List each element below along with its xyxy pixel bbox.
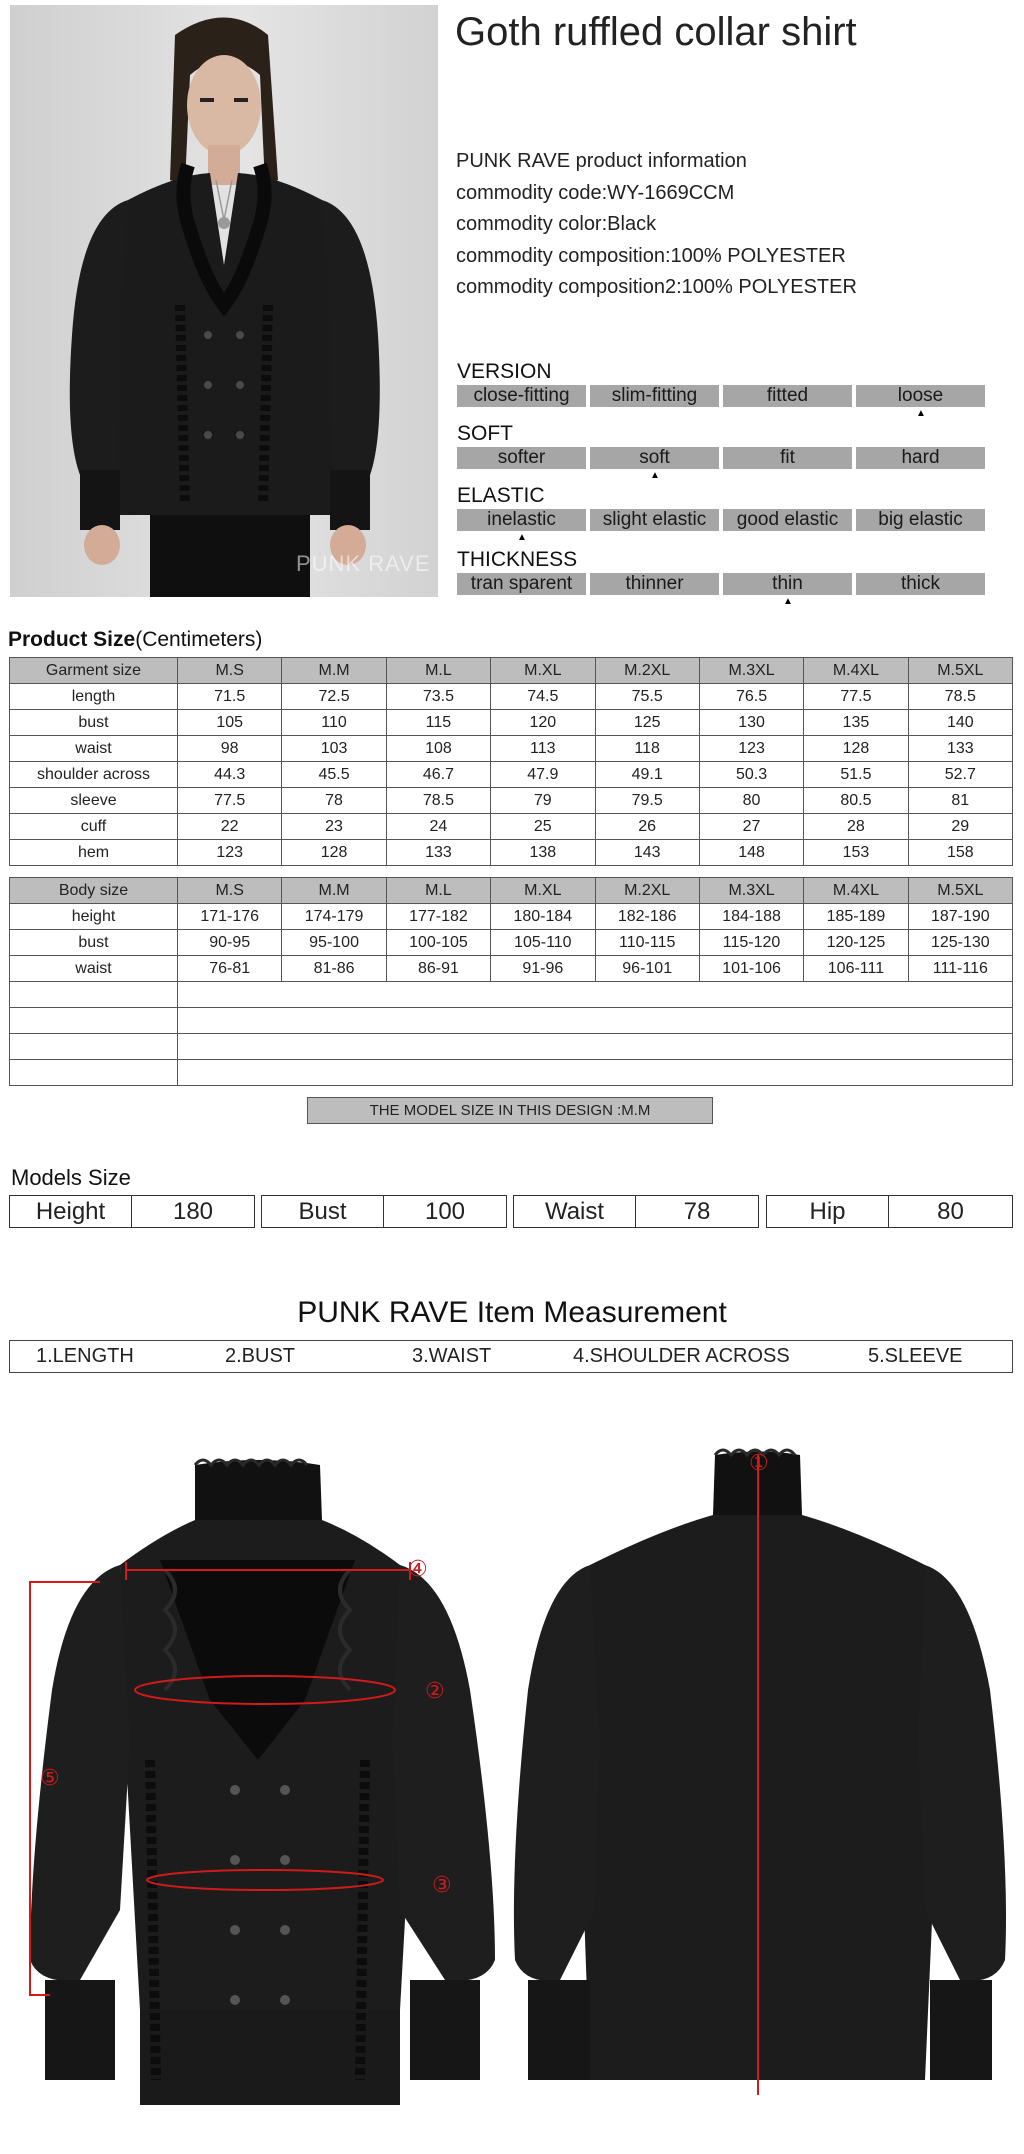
size-value-cell: 77.5 — [178, 788, 282, 814]
table-row — [10, 956, 1013, 982]
attribute-option: thinner — [590, 573, 719, 595]
size-value-cell: 120 — [491, 710, 595, 736]
size-header: M.XL — [491, 878, 595, 904]
size-value-cell: 73.5 — [386, 684, 490, 710]
row-label: bust — [10, 930, 178, 956]
size-value-cell: 110 — [282, 710, 386, 736]
size-value-cell: 184-188 — [699, 904, 803, 930]
size-header: M.XL — [491, 658, 595, 684]
size-value-cell: 81 — [908, 788, 1012, 814]
size-header: M.2XL — [595, 878, 699, 904]
size-value-cell: 123 — [699, 736, 803, 762]
size-value-cell: 27 — [699, 814, 803, 840]
size-value-cell: 111-116 — [908, 956, 1012, 982]
size-value-cell: 46.7 — [386, 762, 490, 788]
table-header-label: Garment size — [10, 658, 178, 684]
size-value-cell: 49.1 — [595, 762, 699, 788]
size-value-cell: 25 — [491, 814, 595, 840]
empty-row — [10, 982, 1013, 1008]
size-value-cell: 72.5 — [282, 684, 386, 710]
model-size-note: THE MODEL SIZE IN THIS DESIGN :M.M — [307, 1097, 713, 1124]
size-value-cell: 105 — [178, 710, 282, 736]
table-header-row — [10, 658, 1013, 684]
row-label: length — [10, 684, 178, 710]
size-value-cell: 118 — [595, 736, 699, 762]
size-value-cell: 158 — [908, 840, 1012, 866]
size-value-cell: 78 — [282, 788, 386, 814]
table-row — [10, 814, 1013, 840]
size-value-cell: 26 — [595, 814, 699, 840]
row-label: cuff — [10, 814, 178, 840]
composition2-label: commodity composition2: — [456, 276, 682, 298]
attribute-option: fit — [723, 447, 852, 469]
info-composition — [456, 241, 857, 273]
size-value-cell: 182-186 — [595, 904, 699, 930]
attribute-version — [457, 360, 987, 421]
product-info — [456, 146, 857, 304]
attribute-title: VERSION — [457, 360, 552, 383]
body-size-table — [9, 877, 1013, 1086]
composition2-value: 100% POLYESTER — [681, 276, 857, 298]
attribute-option: hard — [856, 447, 985, 469]
size-value-cell: 79.5 — [595, 788, 699, 814]
size-value-cell: 80.5 — [804, 788, 908, 814]
size-header: M.5XL — [908, 878, 1012, 904]
size-value-cell: 140 — [908, 710, 1012, 736]
attribute-option: inelastic — [457, 509, 586, 531]
table-row — [10, 788, 1013, 814]
empty-cell — [178, 982, 1013, 1008]
table-row — [10, 840, 1013, 866]
table-row — [10, 684, 1013, 710]
measurement-item-length: 1.LENGTH — [36, 1345, 134, 1367]
size-value-cell: 143 — [595, 840, 699, 866]
row-label: hem — [10, 840, 178, 866]
model-hip — [766, 1195, 1013, 1228]
row-label: waist — [10, 956, 178, 982]
size-header: M.5XL — [908, 658, 1012, 684]
product-title: Goth ruffled collar shirt — [455, 10, 857, 54]
size-value-cell: 23 — [282, 814, 386, 840]
measurement-item-waist: 3.WAIST — [412, 1345, 492, 1367]
attribute-option: fitted — [723, 385, 852, 407]
size-value-cell: 101-106 — [699, 956, 803, 982]
color-value: Black — [607, 213, 657, 235]
model-height — [9, 1195, 255, 1228]
selected-marker-icon: ▲ — [916, 408, 926, 419]
row-label: sleeve — [10, 788, 178, 814]
product-size-heading — [8, 628, 262, 652]
size-header: M.4XL — [804, 878, 908, 904]
table-row — [10, 736, 1013, 762]
size-value-cell: 86-91 — [386, 956, 490, 982]
model-waist — [513, 1195, 759, 1228]
size-value-cell: 177-182 — [386, 904, 490, 930]
attribute-title: THICKNESS — [457, 548, 578, 571]
size-header: M.L — [386, 878, 490, 904]
row-label: bust — [10, 710, 178, 736]
table-row — [10, 930, 1013, 956]
empty-cell — [178, 1060, 1013, 1086]
body-rows — [10, 904, 1013, 1086]
table-row — [10, 762, 1013, 788]
empty-row — [10, 1060, 1013, 1086]
size-value-cell: 47.9 — [491, 762, 595, 788]
size-value-cell: 120-125 — [804, 930, 908, 956]
size-value-cell: 125-130 — [908, 930, 1012, 956]
measurement-item-shoulder: 4.SHOULDER ACROSS — [573, 1345, 790, 1367]
table-header-label: Body size — [10, 878, 178, 904]
size-value-cell: 91-96 — [491, 956, 595, 982]
size-value-cell: 128 — [804, 736, 908, 762]
attribute-elastic — [457, 484, 987, 545]
size-value-cell: 51.5 — [804, 762, 908, 788]
size-value-cell: 24 — [386, 814, 490, 840]
garment-size-table — [9, 657, 1013, 866]
attribute-option: good elastic — [723, 509, 852, 531]
code-value: WY-1669CCM — [607, 181, 735, 204]
empty-cell — [10, 1034, 178, 1060]
model-key: Bust — [262, 1196, 384, 1227]
measurement-legend — [9, 1340, 1013, 1373]
measurement-item-bust: 2.BUST — [225, 1345, 296, 1367]
attribute-title: SOFT — [457, 422, 513, 445]
attribute-option: close-fitting — [457, 385, 586, 407]
attribute-option: soft — [590, 447, 719, 469]
selected-marker-icon: ▲ — [517, 532, 527, 543]
size-value-cell: 187-190 — [908, 904, 1012, 930]
composition-label: commodity composition: — [456, 244, 671, 267]
size-value-cell: 171-176 — [178, 904, 282, 930]
empty-cell — [178, 1034, 1013, 1060]
attribute-option: slight elastic — [590, 509, 719, 531]
size-value-cell: 115 — [386, 710, 490, 736]
size-value-cell: 50.3 — [699, 762, 803, 788]
size-value-cell: 22 — [178, 814, 282, 840]
size-value-cell: 80 — [699, 788, 803, 814]
size-header: M.S — [178, 658, 282, 684]
size-value-cell: 76-81 — [178, 956, 282, 982]
empty-row — [10, 1008, 1013, 1034]
attribute-option: thin — [723, 573, 852, 595]
size-value-cell: 95-100 — [282, 930, 386, 956]
size-value-cell: 106-111 — [804, 956, 908, 982]
marker-1-icon: ① — [749, 1451, 769, 1476]
row-label: shoulder across — [10, 762, 178, 788]
model-key: Waist — [514, 1196, 636, 1227]
model-value: 80 — [937, 1198, 964, 1225]
empty-cell — [178, 1008, 1013, 1034]
model-key: Height — [10, 1196, 132, 1227]
attribute-options — [457, 509, 987, 531]
garment-rows — [10, 684, 1013, 866]
size-value-cell: 185-189 — [804, 904, 908, 930]
size-header: M.M — [282, 658, 386, 684]
empty-cell — [10, 1060, 178, 1086]
size-value-cell: 78.5 — [908, 684, 1012, 710]
size-value-cell: 103 — [282, 736, 386, 762]
size-value-cell: 90-95 — [178, 930, 282, 956]
size-value-cell: 100-105 — [386, 930, 490, 956]
size-value-cell: 128 — [282, 840, 386, 866]
empty-cell — [10, 982, 178, 1008]
size-value-cell: 29 — [908, 814, 1012, 840]
model-key: Hip — [767, 1196, 889, 1227]
marker-5-icon: ⑤ — [40, 1766, 60, 1791]
model-value: 78 — [683, 1198, 711, 1225]
models-size-title: Models Size — [11, 1165, 131, 1190]
selected-marker-icon: ▲ — [650, 470, 660, 481]
size-value-cell: 110-115 — [595, 930, 699, 956]
attribute-options — [457, 447, 987, 469]
garment-measurement-diagram — [0, 1440, 1024, 2140]
attribute-title: ELASTIC — [457, 484, 545, 507]
attribute-option: tran sparent — [457, 573, 586, 595]
attribute-options — [457, 573, 987, 595]
product-size-unit: (Centimeters) — [135, 628, 263, 651]
size-value-cell: 96-101 — [595, 956, 699, 982]
size-value-cell: 115-120 — [699, 930, 803, 956]
size-value-cell: 138 — [491, 840, 595, 866]
size-value-cell: 148 — [699, 840, 803, 866]
empty-row — [10, 1034, 1013, 1060]
size-value-cell: 123 — [178, 840, 282, 866]
attribute-thickness — [457, 548, 987, 609]
size-header: M.3XL — [699, 878, 803, 904]
table-row — [10, 904, 1013, 930]
size-value-cell: 45.5 — [282, 762, 386, 788]
size-value-cell: 125 — [595, 710, 699, 736]
info-composition-2 — [456, 272, 857, 304]
marker-3-icon: ③ — [432, 1873, 452, 1898]
size-value-cell: 133 — [908, 736, 1012, 762]
row-label: waist — [10, 736, 178, 762]
attribute-option: softer — [457, 447, 586, 469]
size-header: M.L — [386, 658, 490, 684]
table-header-row — [10, 878, 1013, 904]
attribute-marker-row — [457, 531, 987, 545]
color-label: commodity color: — [456, 213, 608, 235]
attribute-option: big elastic — [856, 509, 985, 531]
size-value-cell: 174-179 — [282, 904, 386, 930]
product-size-title: Product Size — [8, 628, 136, 651]
attribute-marker-row — [457, 595, 987, 609]
attribute-option: thick — [856, 573, 985, 595]
size-value-cell: 52.7 — [908, 762, 1012, 788]
size-value-cell: 133 — [386, 840, 490, 866]
size-value-cell: 113 — [491, 736, 595, 762]
attribute-options — [457, 385, 987, 407]
size-value-cell: 130 — [699, 710, 803, 736]
size-value-cell: 98 — [178, 736, 282, 762]
model-bust — [261, 1195, 507, 1228]
composition-value: 100% POLYESTER — [670, 244, 846, 267]
model-value: 180 — [172, 1198, 214, 1225]
model-photo — [10, 5, 438, 597]
attribute-option: loose — [856, 385, 985, 407]
info-code — [456, 178, 857, 210]
size-value-cell: 81-86 — [282, 956, 386, 982]
size-header: M.3XL — [699, 658, 803, 684]
info-color — [456, 209, 857, 241]
back-shirt-illustration — [514, 1450, 1006, 2080]
row-label: height — [10, 904, 178, 930]
size-value-cell: 74.5 — [491, 684, 595, 710]
size-value-cell: 75.5 — [595, 684, 699, 710]
size-value-cell: 77.5 — [804, 684, 908, 710]
size-value-cell: 79 — [491, 788, 595, 814]
size-header: M.M — [282, 878, 386, 904]
size-value-cell: 153 — [804, 840, 908, 866]
code-label: commodity code: — [456, 181, 608, 204]
size-header: M.2XL — [595, 658, 699, 684]
size-value-cell: 105-110 — [491, 930, 595, 956]
attribute-marker-row — [457, 407, 987, 421]
info-heading: PUNK RAVE product information — [456, 150, 747, 172]
selected-marker-icon: ▲ — [783, 596, 793, 607]
attribute-soft — [457, 422, 987, 483]
size-header: M.4XL — [804, 658, 908, 684]
size-value-cell: 78.5 — [386, 788, 490, 814]
attribute-marker-row — [457, 469, 987, 483]
marker-2-icon: ② — [425, 1679, 445, 1704]
size-value-cell: 71.5 — [178, 684, 282, 710]
size-value-cell: 135 — [804, 710, 908, 736]
empty-cell — [10, 1008, 178, 1034]
size-value-cell: 108 — [386, 736, 490, 762]
measurement-title: PUNK RAVE Item Measurement — [297, 1296, 727, 1329]
model-figure — [10, 5, 438, 597]
marker-4-icon: ④ — [408, 1557, 428, 1582]
size-value-cell: 44.3 — [178, 762, 282, 788]
table-row — [10, 710, 1013, 736]
size-value-cell: 180-184 — [491, 904, 595, 930]
model-value: 100 — [424, 1198, 466, 1225]
size-value-cell: 76.5 — [699, 684, 803, 710]
size-header: M.S — [178, 878, 282, 904]
attribute-option: slim-fitting — [590, 385, 719, 407]
size-value-cell: 28 — [804, 814, 908, 840]
measurement-item-sleeve: 5.SLEEVE — [868, 1345, 963, 1367]
photo-watermark: PUNK RAVE — [296, 551, 431, 576]
